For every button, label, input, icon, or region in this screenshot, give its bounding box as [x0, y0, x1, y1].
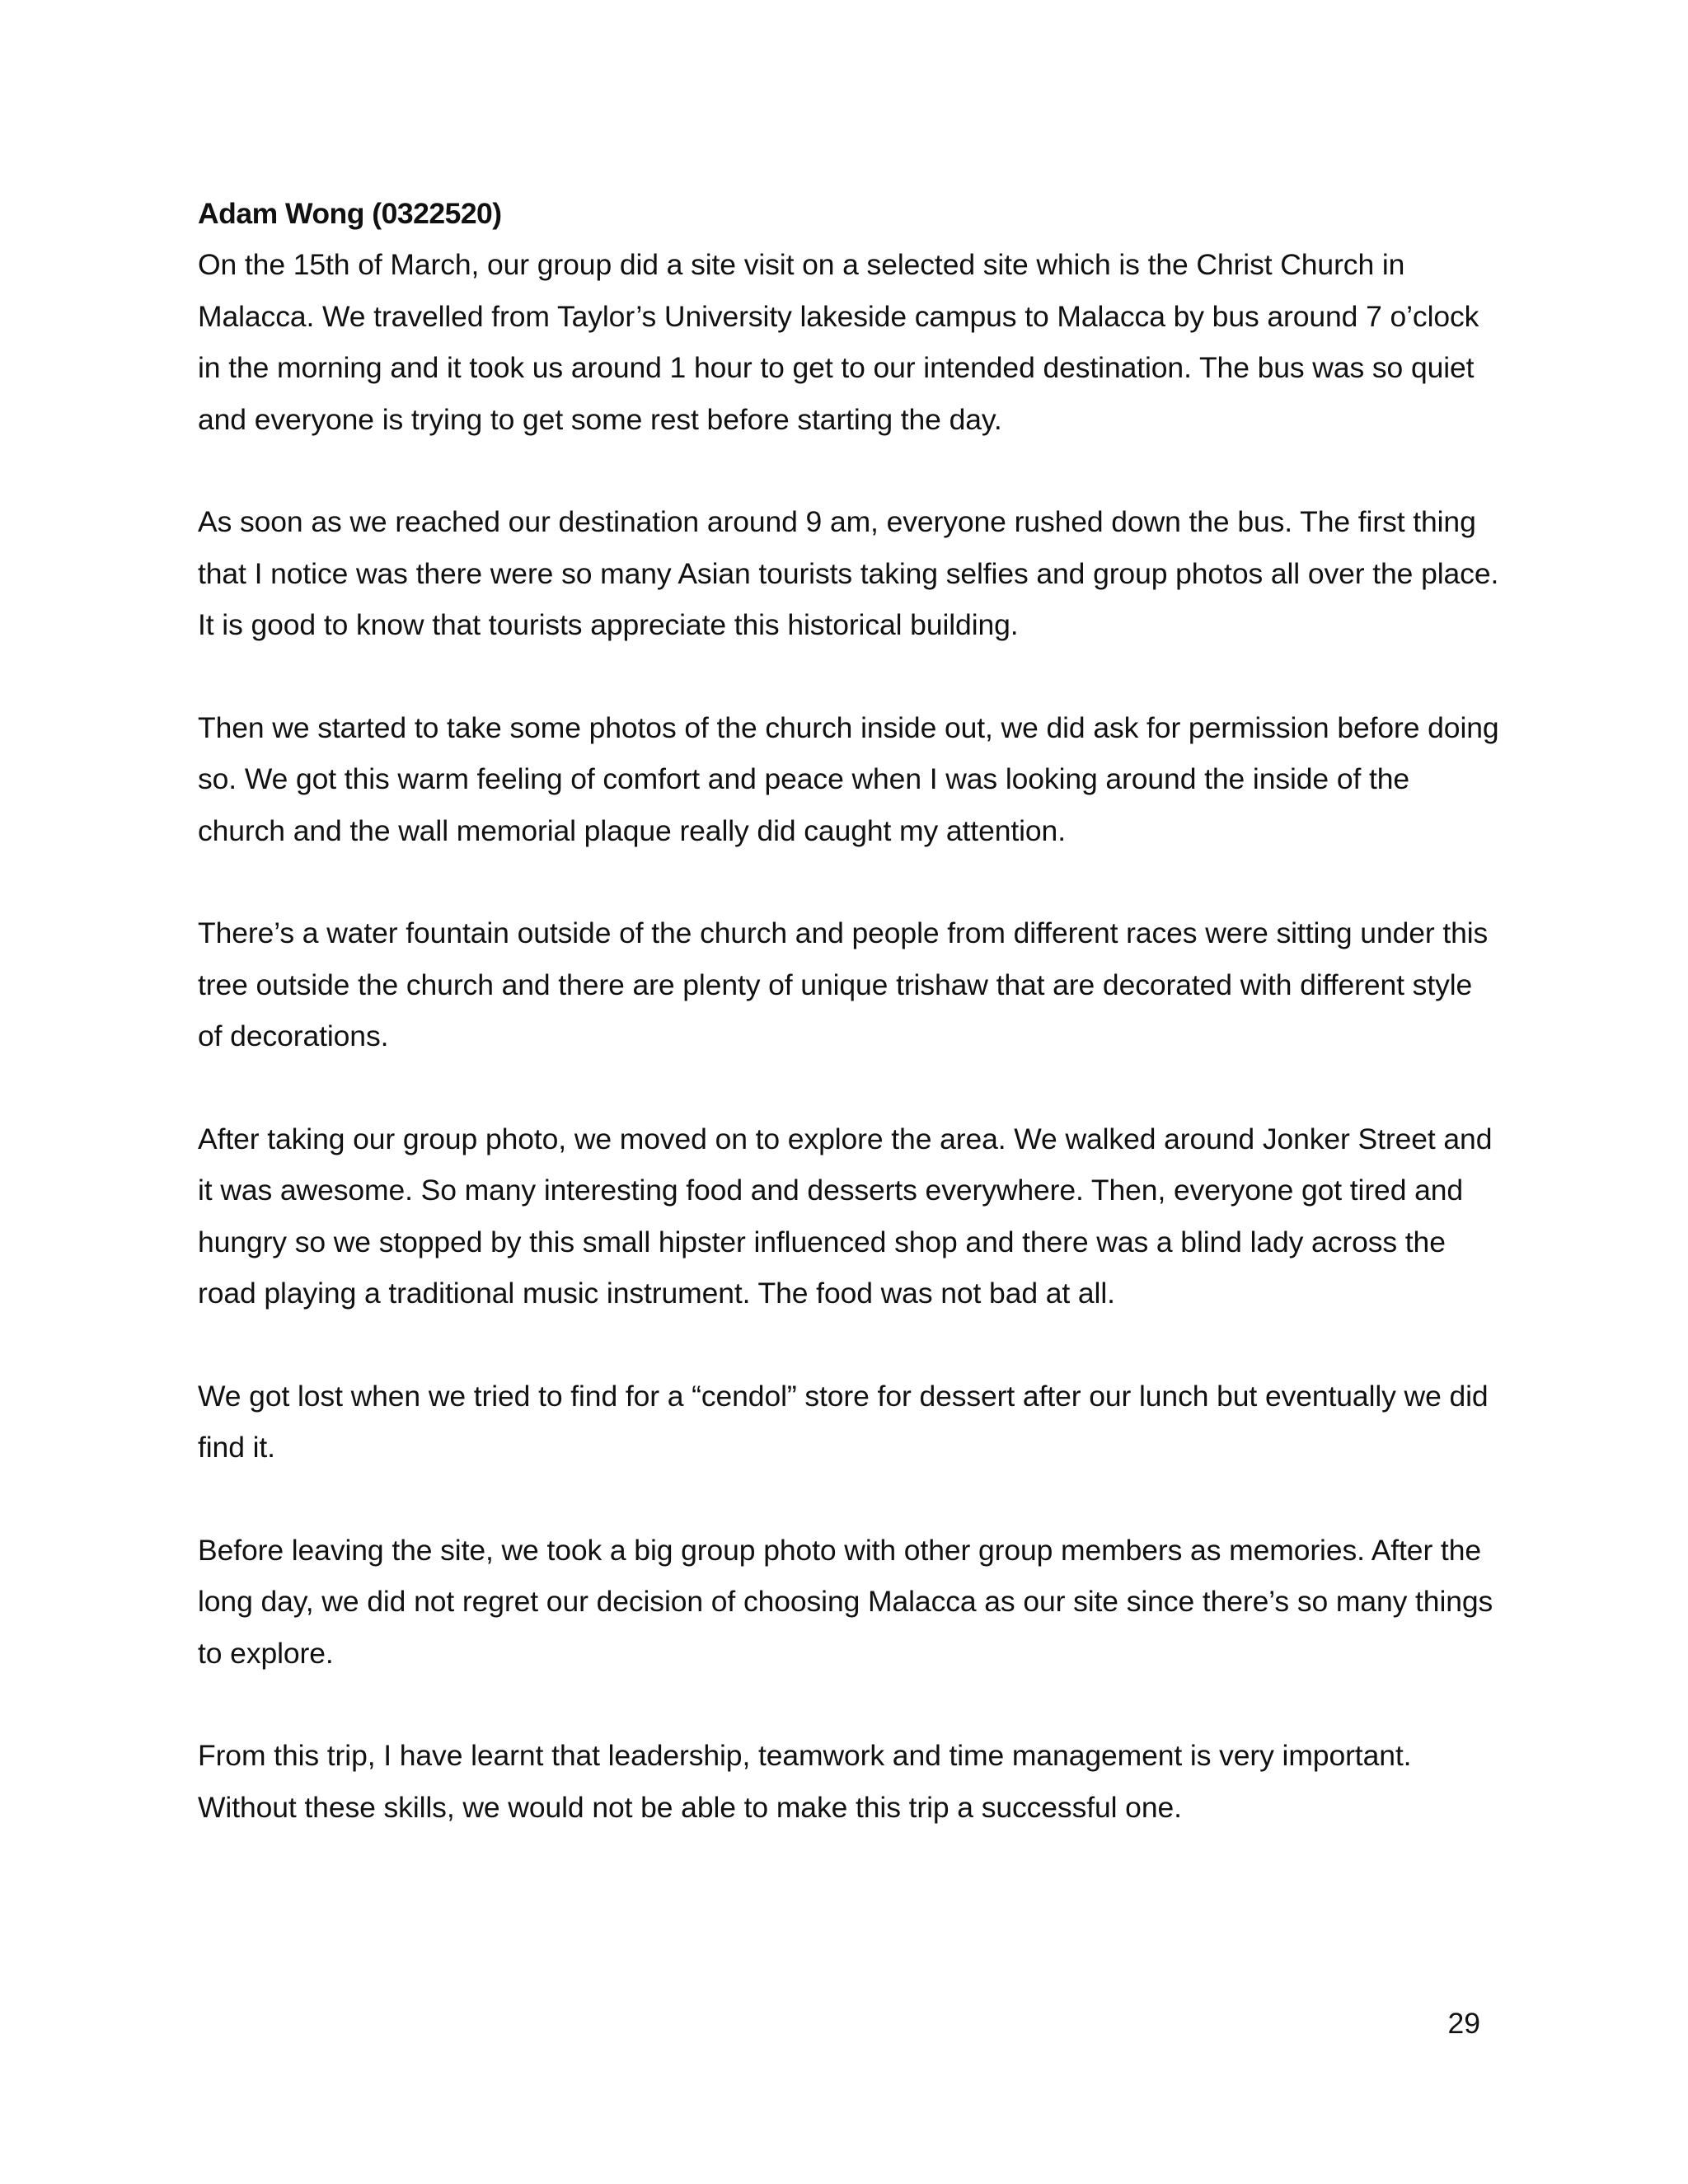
paragraph-cendol: We got lost when we tried to find for a “cendol” store for dessert after our lunch but eventually we did find it. [198, 1379, 1489, 1464]
paragraph-church-photos: Then we started to take some photos of the church inside out, we did ask for permission before doing so. We got this warm feeling of comfort and peace when I was looking around the inside of the church and the wall memorial plaque really did caught my attention. [198, 710, 1499, 847]
paragraph-site-visit: On the 15th of March, our group did a site visit on a selected site which is the Christ Church in Malacca. We travelled from Taylor’s University lakeside campus to Malacca by bus around 7 o’clock in the morning and it took us around 1 hour to get to our intended destination. The bus was so quiet and everyone is trying to get some rest before starting the day. [198, 248, 1479, 436]
paragraph-fountain: There’s a water fountain outside of the church and people from different races were sitting under this tree outside the church and there are plenty of unique trishaw that are decorated with different style of decorations. [198, 916, 1489, 1052]
paragraph-group-photo: Before leaving the site, we took a big group photo with other group members as memories. After the long day, we did not regret our decision of choosing Malacca as our site since there’s so many things to explore. [198, 1533, 1493, 1670]
paragraph-arrival: As soon as we reached our destination around 9 am, everyone rushed down the bus. The first thing that I notice was there were so many Asian tourists taking selfies and group photos all over the place. It is good to know that tourists appreciate this historical building. [198, 505, 1499, 641]
author-heading: Adam Wong (0322520) [198, 197, 502, 230]
paragraph-lessons: From this trip, I have learnt that leadership, teamwork and time management is very important. Without these skills, we would not be able to make this trip a successful one. [198, 1739, 1412, 1824]
page-number: 29 [1447, 2007, 1480, 2040]
page-content [198, 193, 1500, 1884]
paragraph-jonker-street: After taking our group photo, we moved on to explore the area. We walked around Jonker Street and it was awesome. So many interesting food and desserts everywhere. Then, everyone got tired and hungry so we stopped by this small hipster influenced shop and there was a blind lady across the road playing a traditional music instrument. The food was not bad at all. [198, 1122, 1493, 1310]
